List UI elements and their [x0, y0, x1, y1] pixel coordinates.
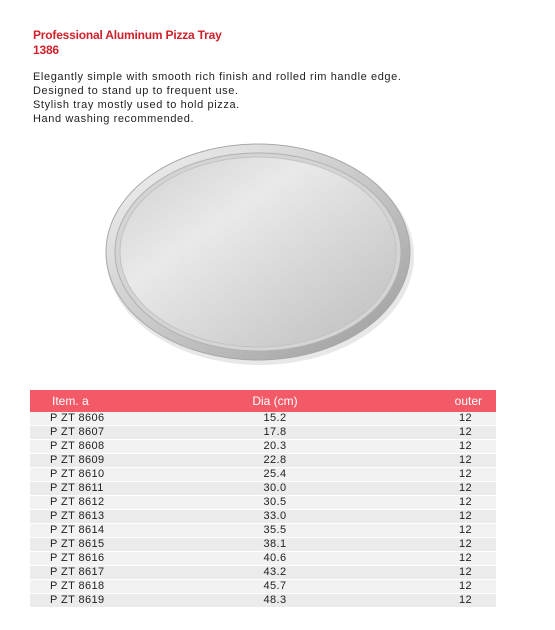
pizza-tray-image	[100, 138, 420, 368]
product-name: Professional Aluminum Pizza Tray	[33, 28, 222, 42]
cell-item: P ZT 8609	[50, 454, 105, 466]
cell-item: P ZT 8610	[50, 468, 105, 480]
table-header	[30, 390, 496, 412]
cell-dia: 17.8	[263, 426, 287, 438]
table-row	[30, 426, 496, 440]
cell-item: P ZT 8614	[50, 524, 105, 536]
cell-item: P ZT 8612	[50, 496, 105, 508]
table-row	[30, 482, 496, 496]
cell-outer: 12	[458, 594, 472, 606]
table-body	[30, 412, 496, 608]
table-row	[30, 454, 496, 468]
table-row	[30, 440, 496, 454]
header-item: Item. a	[52, 394, 89, 408]
table-row	[30, 566, 496, 580]
cell-item: P ZT 8619	[50, 594, 105, 606]
cell-dia: 30.0	[263, 482, 287, 494]
cell-dia: 45.7	[263, 580, 287, 592]
cell-dia: 38.1	[263, 538, 287, 550]
cell-dia: 33.0	[263, 510, 287, 522]
description-line: Elegantly simple with smooth rich finish and rolled rim handle edge.	[33, 71, 402, 83]
table-row	[30, 552, 496, 566]
cell-outer: 12	[458, 454, 472, 466]
cell-item: P ZT 8616	[50, 552, 105, 564]
product-table	[30, 390, 496, 608]
table-row	[30, 468, 496, 482]
cell-dia: 48.3	[263, 594, 287, 606]
product-code: 1386	[33, 43, 59, 57]
cell-dia: 40.6	[263, 552, 287, 564]
cell-item: P ZT 8615	[50, 538, 105, 550]
cell-item: P ZT 8607	[50, 426, 105, 438]
product-description	[33, 70, 402, 126]
table-row	[30, 594, 496, 608]
cell-item: P ZT 8606	[50, 412, 105, 424]
cell-outer: 12	[458, 580, 472, 592]
cell-item: P ZT 8613	[50, 510, 105, 522]
cell-item: P ZT 8611	[50, 482, 104, 494]
cell-dia: 25.4	[263, 468, 287, 480]
description-line: Hand washing recommended.	[33, 113, 195, 125]
cell-dia: 22.8	[263, 454, 287, 466]
cell-dia: 20.3	[263, 440, 287, 452]
cell-item: P ZT 8618	[50, 580, 105, 592]
cell-outer: 12	[458, 468, 472, 480]
table-row	[30, 496, 496, 510]
cell-outer: 12	[458, 524, 472, 536]
tray-surface	[120, 157, 396, 347]
cell-item: P ZT 8617	[50, 566, 105, 578]
cell-outer: 12	[458, 426, 472, 438]
cell-outer: 12	[458, 552, 472, 564]
cell-item: P ZT 8608	[50, 440, 105, 452]
header-dia: Dia (cm)	[252, 394, 298, 408]
cell-dia: 35.5	[263, 524, 287, 536]
table-row	[30, 412, 496, 426]
cell-outer: 12	[458, 412, 472, 424]
table-row	[30, 510, 496, 524]
cell-dia: 43.2	[263, 566, 287, 578]
cell-outer: 12	[458, 566, 472, 578]
cell-dia: 30.5	[263, 496, 287, 508]
cell-outer: 12	[458, 440, 472, 452]
cell-outer: 12	[458, 482, 472, 494]
table-row	[30, 580, 496, 594]
cell-outer: 12	[458, 538, 472, 550]
cell-outer: 12	[458, 496, 472, 508]
description-line: Designed to stand up to frequent use.	[33, 85, 239, 97]
header-outer: outer	[454, 394, 482, 408]
table-row	[30, 524, 496, 538]
cell-outer: 12	[458, 510, 472, 522]
table-row	[30, 538, 496, 552]
cell-dia: 15.2	[263, 412, 287, 424]
product-title	[33, 28, 222, 58]
description-line: Stylish tray mostly used to hold pizza.	[33, 99, 240, 111]
